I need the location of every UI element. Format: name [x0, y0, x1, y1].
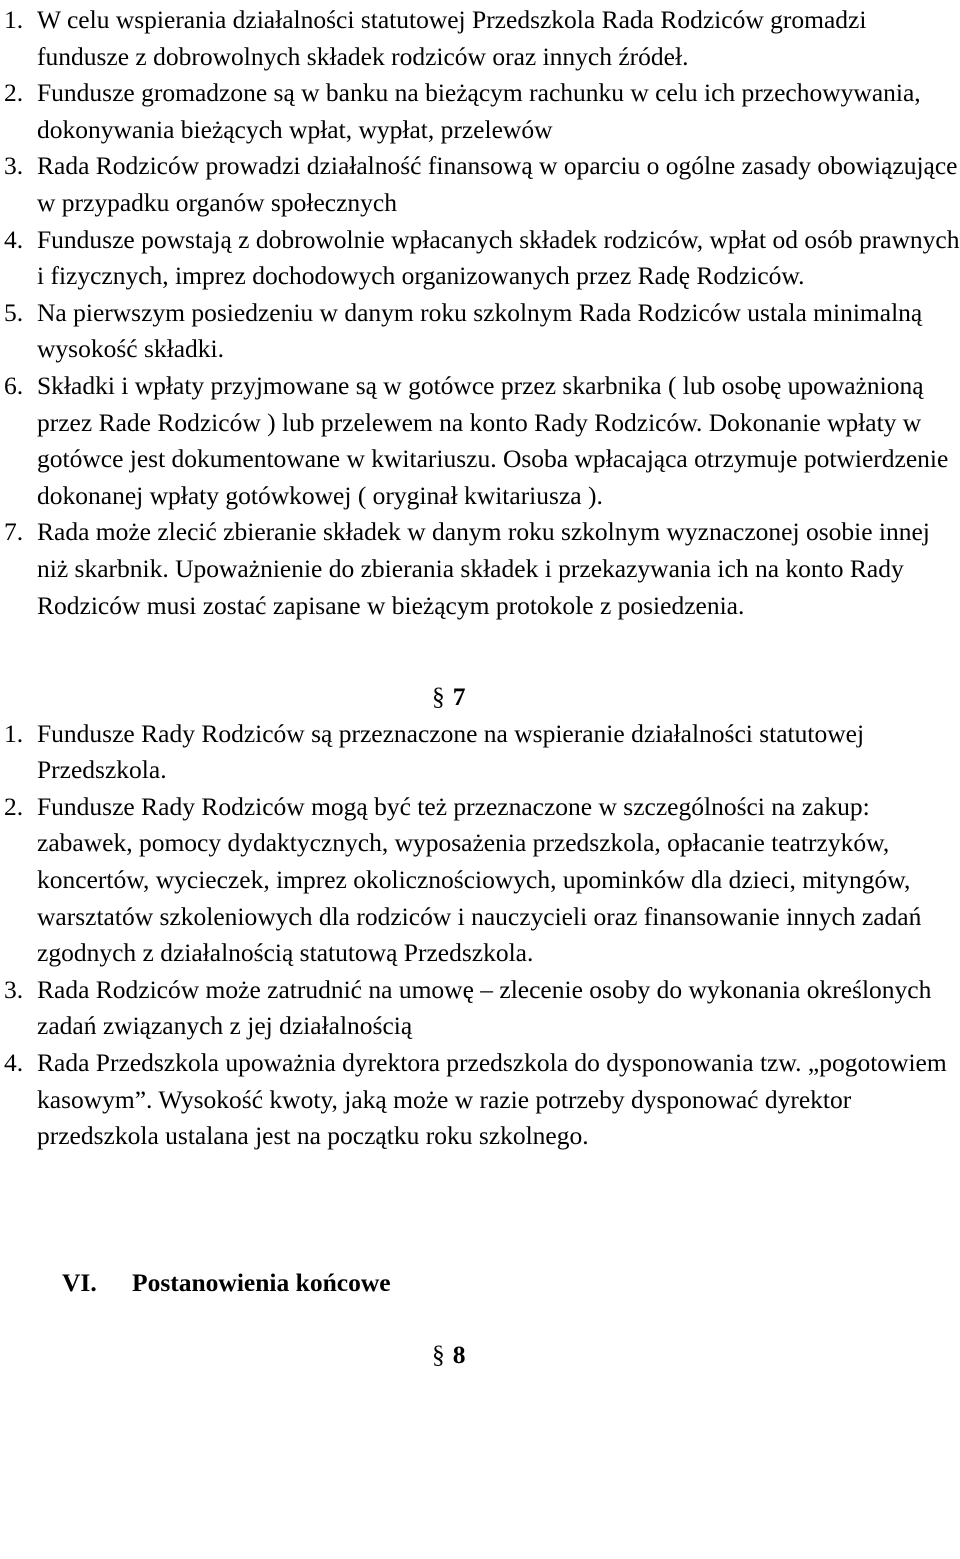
item-number: 1.: [4, 5, 24, 34]
item-number: 3.: [4, 974, 24, 1004]
section-number: 8: [452, 1340, 466, 1370]
chapter-title: Postanowienia końcowe: [132, 1267, 391, 1297]
item-number: 3.: [4, 151, 24, 181]
item-number: 4.: [4, 1048, 24, 1078]
item-text: Fundusze gromadzone są w banku na bieżącym rachunku w celu ich przechowywania, dokonywania bieżących wpłat, wypłat, przelewów: [37, 78, 921, 144]
section-8-heading: [0, 1337, 960, 1374]
item-text: Rada Przedszkola upoważnia dyrektora przedszkola do dysponowania tzw. „pogotowiem kasowym”. Wysokość kwoty, jaką może w razie potrzeby dysponować dyrektor przedszkola ustalana jest na początku roku szkolnego.: [37, 1048, 947, 1151]
fund-rules-list: [0, 2, 960, 624]
item-text: Rada może zlecić zbieranie składek w danym roku szkolnym wyznaczonej osobie innej niż skarbnik. Upoważnienie do zbierania składek i przekazywania ich na konto Rady Rodziców musi zostać zapisane w bieżącym protokole z posiedzenia.: [37, 517, 930, 620]
item-text: Rada Rodziców prowadzi działalność finansową w oparciu o ogólne zasady obowiązujące w przypadku organów społecznych: [37, 151, 958, 217]
item-text: Fundusze powstają z dobrowolnie wpłacanych składek rodziców, wpłat od osób prawnych i fizycznych, imprez dochodowych organizowanych przez Radę Rodziców.: [37, 224, 960, 291]
item-number: 4.: [4, 224, 24, 254]
item-text: Składki i wpłaty przyjmowane są w gotówce przez skarbnika ( lub osobę upoważnioną przez Rade Rodziców ) lub przelewem na konto Rady Rodziców. Dokonanie wpłaty w gotówce jest dokumentowane w kwitariuszu. Osoba wpłacająca otrzymuje potwierdzenie dokonanej wpłaty gotówkowej ( oryginał kwitariusza ).: [37, 370, 949, 510]
list-item: [0, 514, 960, 624]
item-number: 1.: [4, 718, 24, 748]
document-page: [0, 2, 960, 1374]
item-number: 7.: [4, 517, 24, 547]
item-text: Rada Rodziców może zatrudnić na umowę – zlecenie osoby do wykonania określonych zadań związanych z jej działalnością: [37, 974, 932, 1041]
section-7-heading: [0, 679, 960, 716]
list-item: [0, 75, 960, 148]
item-number: 2.: [4, 78, 24, 108]
list-item: [0, 716, 960, 789]
item-text: Fundusze Rady Rodziców mogą być też przeznaczone w szczególności na zakup: zabawek, pomocy dydaktycznych, wyposażenia przedszkola, opłacanie teatrzyków, koncertów, wycieczek, imprez okolicznościowych, upominków dla dzieci, mityngów, warsztatów szkoleniowych dla rodziców i nauczycieli oraz finansowanie innych zadań zgodnych z działalnością statutową Przedszkola.: [37, 791, 922, 968]
section-symbol: §: [432, 682, 445, 712]
list-item: [0, 1045, 960, 1155]
list-item: [0, 2, 960, 75]
section-symbol: §: [432, 1340, 445, 1370]
item-number: 5.: [4, 297, 24, 327]
list-item: [0, 222, 960, 295]
item-number: 2.: [4, 791, 24, 821]
fund-purpose-list: [0, 716, 960, 1155]
list-item: [0, 295, 960, 368]
chapter-heading: [0, 1265, 960, 1302]
item-text: Fundusze Rady Rodziców są przeznaczone na wspieranie działalności statutowej Przedszkola.: [37, 718, 865, 785]
list-item: [0, 972, 960, 1045]
chapter-number: VI.: [62, 1267, 97, 1297]
item-text: Na pierwszym posiedzeniu w danym roku szkolnym Rada Rodziców ustala minimalną wysokość składki.: [37, 297, 923, 364]
list-item: [0, 148, 960, 221]
item-text: W celu wspierania działalności statutowej Przedszkola Rada Rodziców gromadzi fundusze z dobrowolnych składek rodziców oraz innych źródeł.: [37, 5, 867, 71]
list-item: [0, 789, 960, 972]
section-number: 7: [452, 682, 466, 712]
item-number: 6.: [4, 370, 24, 400]
list-item: [0, 368, 960, 514]
